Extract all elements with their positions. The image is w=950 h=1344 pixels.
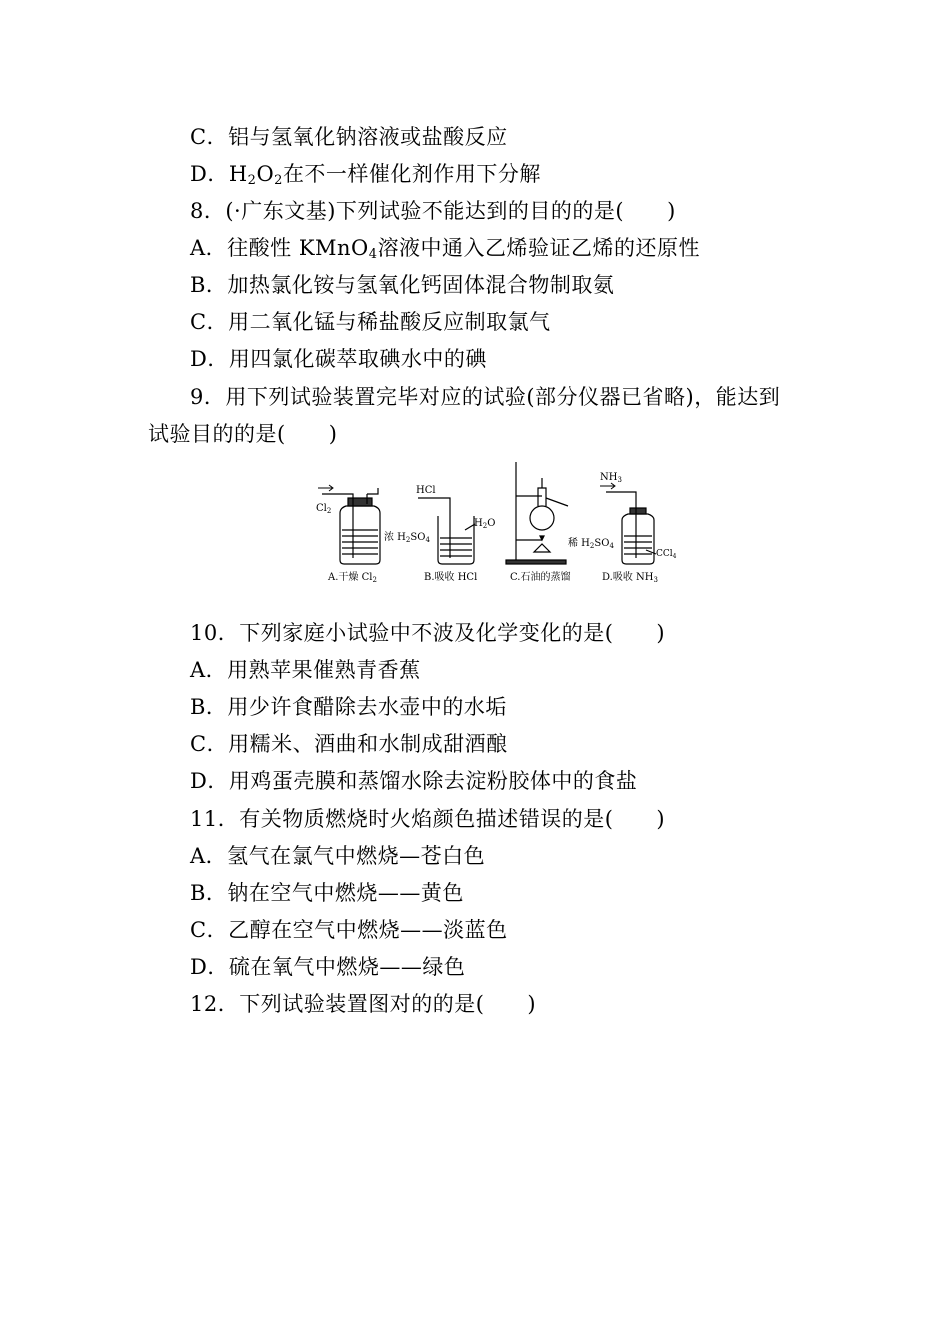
a-reagent-label: 浓 $H_2SO_4$ (384, 532, 430, 544)
b-gas-label: HCl (416, 485, 436, 496)
d-reagent2-label: CCl$_4$ (656, 549, 677, 560)
apparatus-b-beaker (418, 498, 475, 564)
b-reagent-label: $H_2O$ (474, 518, 496, 530)
q8-stem: 8．(·广东文基)下列试验不能达到的目的的是( ) (190, 199, 676, 223)
q8-a-sub: 4 (368, 247, 378, 262)
q9-apparatus-figure (310, 458, 677, 588)
apparatus-a-wash-bottle (322, 488, 380, 564)
q7-d-suffix: 在不一样催化剂作用下分解 (282, 162, 541, 186)
a-gas-label: $Cl_2$ (316, 503, 332, 515)
q8-option-b: B．加热氯化铵与氢氧化钙固体混合物制取氨 (190, 273, 615, 297)
q7-d-sub1: 2 (247, 173, 257, 188)
q8-option-a (190, 235, 700, 261)
q10-stem: 10．下列家庭小试验中不波及化学变化的是( ) (190, 621, 666, 645)
c-caption: C.石油的蒸馏 (510, 572, 571, 583)
d-gas-label: $NH_3$ (600, 472, 622, 484)
apparatus-d-bottle (606, 492, 656, 564)
q8-option-d: D．用四氯化碳萃取碘水中的碘 (190, 347, 487, 371)
q12-stem: 12．下列试验装置图对的的是( ) (190, 992, 537, 1016)
d-reagent-label: 稀 $H_2SO_4$ (568, 538, 614, 550)
q10-option-d: D．用鸡蛋壳膜和蒸馏水除去淀粉胶体中的食盐 (190, 769, 638, 793)
q11-option-d: D．硫在氧气中燃烧——绿色 (190, 955, 466, 979)
q8-option-c: C．用二氧化锰与稀盐酸反应制取氯气 (190, 310, 551, 334)
q8-a-prefix: A．往酸性 KMnO (190, 236, 369, 260)
q9-stem-line2: 试验目的的是( ) (148, 422, 338, 446)
q7-d-prefix: D．H (190, 162, 248, 186)
arrow-d (600, 483, 615, 489)
q8-a-suffix: 溶液中通入乙烯验证乙烯的还原性 (377, 236, 701, 260)
q10-option-c: C．用糯米、酒曲和水制成甜酒酿 (190, 732, 508, 756)
q10-option-b: B．用少许食醋除去水壶中的水垢 (190, 695, 507, 719)
arrow-a (318, 485, 333, 491)
q7-d-sub2: 2 (274, 173, 283, 188)
q11-option-b: B．钠在空气中燃烧——黄色 (190, 881, 464, 905)
q7-d-mid: O (256, 162, 275, 186)
q11-stem: 11．有关物质燃烧时火焰颜色描述错误的是( ) (190, 807, 666, 831)
q10-option-a: A．用熟苹果催熟青香蕉 (190, 658, 421, 682)
q11-option-c: C．乙醇在空气中燃烧——淡蓝色 (190, 918, 508, 942)
q11-option-a: A．氢气在氯气中燃烧—苍白色 (190, 844, 486, 868)
q9-stem-line1: 9．用下列试验装置完毕对应的试验(部分仪器已省略)，能达到 (190, 385, 781, 409)
apparatus-c-distillation (506, 462, 568, 564)
b-caption: B.吸收 HCl (424, 572, 478, 583)
a-caption: A.干燥 $Cl_2$ (328, 572, 377, 584)
d-caption: D.吸收 $NH_3$ (602, 572, 658, 584)
q7-option-c: C．铝与氢氧化钠溶液或盐酸反应 (190, 125, 508, 149)
q7-option-d (190, 161, 541, 187)
